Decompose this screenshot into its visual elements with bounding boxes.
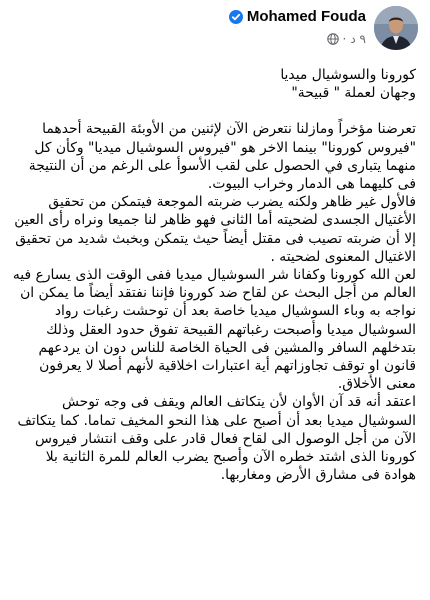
post-header <box>0 0 430 62</box>
post-content <box>10 66 416 484</box>
post-paragraph: تعرضنا مؤخراً ومازلنا نتعرض الآن لإثنين من الأوبئة القبيحة أحدهما "فيروس كورونا" بينما الاخر هو "فيروس السوشيال ميديا" وكأن كل منهما يتبارى في الحصول على لقب الأسوأ على الرغم من أن النتيجة فى كليهما هى الدمار وخراب البيوت. <box>28 121 416 193</box>
post-paragraph: فالأول غير ظاهر ولكنه يضرب ضربته الموجعة فيتمكن من تحقيق الأغتيال الجسدى لضحيته أما الثانى فهو ظاهر لنا جميعا ونراه رأى العين إلا أن ضربته تصيب فى مقتل أيضاً حيث يتمكن وبخبث شديد من تحقيق الاغتيال المعنوى لضحيته . <box>14 194 416 265</box>
avatar-image <box>374 6 418 50</box>
post-meta <box>327 32 366 46</box>
author-row <box>229 8 366 25</box>
post-paragraph: لعن الله كورونا وكفانا شر السوشيال ميديا ففى الوقت الذى يسارع فيه العالم من أجل البحث عن لقاح ضد كورونا فإننا نفتقد أيضاً ما يمكن ان نواجه به وباء السوشيال ميديا خاصة بعد أن توحشت رغبات رواد السوشيال ميديا وأصبحت رغباتهم القبيحة تفوق حدود العقل وذلك بتدخلهم السافر والمشين فى الحياة الخاصة للناس دون ان يردعهم قانون او توقف تجاوزاتهم أية اعتبارات اخلاقية لأنهم أصلا لا يعرفون معنى الأخلاق. <box>12 267 416 393</box>
meta-separator: · <box>342 32 347 46</box>
post-title: كورونا والسوشيال ميديا وجهان لعملة " قبيحة" <box>280 67 416 102</box>
avatar[interactable] <box>374 6 418 50</box>
verified-badge-icon <box>229 10 243 24</box>
author-name[interactable]: Mohamed Fouda <box>246 8 366 25</box>
post-paragraph: اعتقد أنه قد آن الأوان لأن يتكاتف العالم ويقف فى وجه توحش السوشيال ميديا بعد أن أصبح على هذا النحو المخيف تماما. كما يتكاتف الآن من أجل الوصول الى لقاح فعال قادر على وقف انتشار فيروس كورونا الذى اشتد خطره الآن وأصبح يضرب العالم للمرة الثانية بلا هوادة فى مشارق الأرض ومغاربها. <box>17 394 416 484</box>
post-timestamp[interactable]: ٩ د <box>350 32 366 46</box>
globe-icon[interactable] <box>327 33 339 45</box>
